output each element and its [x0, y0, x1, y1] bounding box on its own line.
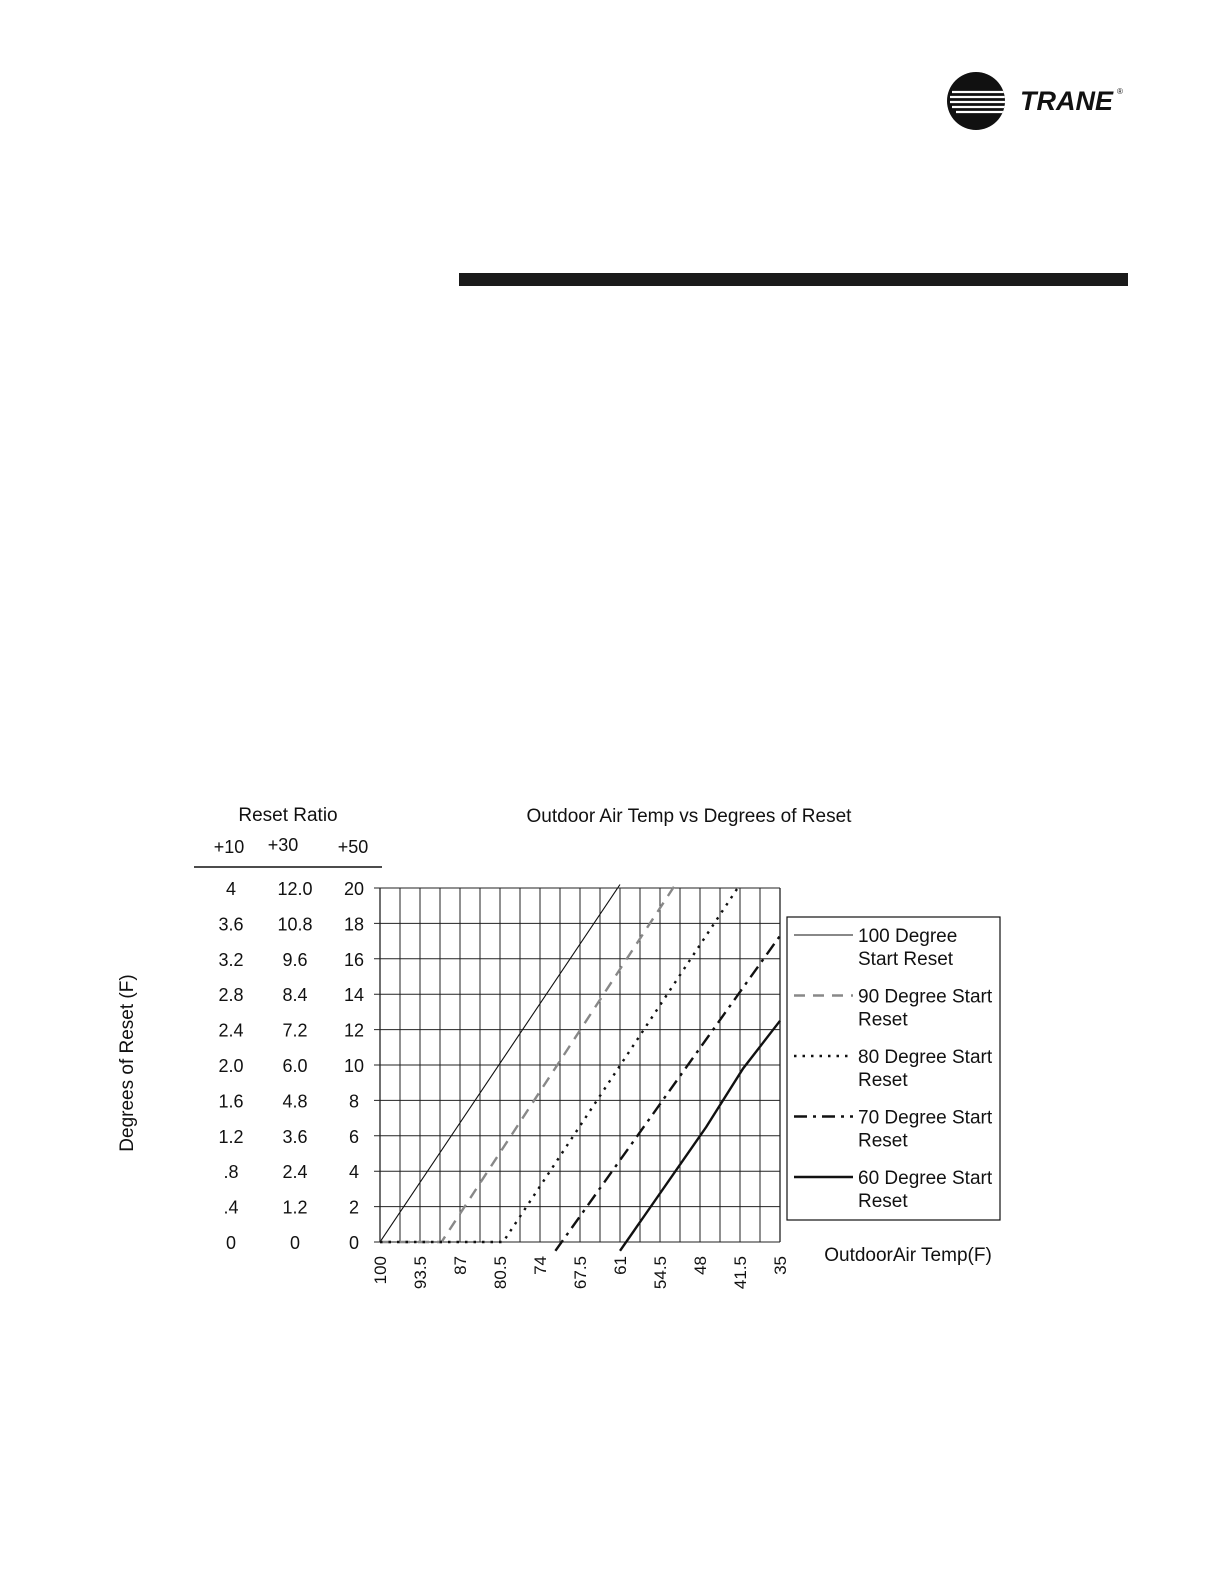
- y-tick-label: 12: [343, 1020, 365, 1041]
- legend-label: 70 Degree Start: [858, 1107, 993, 1129]
- reset-ratio-value: 3.6: [218, 914, 244, 935]
- legend-label: 80 Degree Start: [858, 1047, 993, 1068]
- x-tick-label: 87: [451, 1256, 470, 1275]
- y-axis-label: Degrees of Reset (F): [117, 974, 138, 1152]
- chart-title: Outdoor Air Temp vs Degrees of Reset: [526, 806, 852, 827]
- series-line: [380, 885, 675, 1243]
- legend: [787, 917, 1000, 1220]
- reset-ratio-value: 2.4: [282, 1162, 308, 1183]
- reset-ratio-header-50: +50: [337, 837, 369, 857]
- series-line: [555, 936, 780, 1251]
- reset-ratio-value: 3.6: [282, 1126, 308, 1147]
- y-tick-label: 4: [348, 1162, 360, 1183]
- x-tick-label: 41.5: [731, 1256, 750, 1290]
- legend-label: 100 Degree: [858, 926, 958, 947]
- legend-label: Reset: [858, 1009, 908, 1031]
- reset-ratio-value: 0: [225, 1233, 237, 1253]
- x-tick-label: 100: [371, 1256, 390, 1285]
- y-tick-label: 16: [343, 949, 365, 970]
- grid: [374, 888, 780, 1242]
- reset-ratio-value: 9.6: [282, 949, 308, 970]
- reset-ratio-value: 4.8: [282, 1091, 308, 1112]
- reset-ratio-header-30: +30: [267, 835, 299, 855]
- x-tick-label: 35: [771, 1256, 790, 1275]
- reset-ratio-value: 0: [289, 1233, 301, 1253]
- legend-label: Reset: [858, 1191, 908, 1212]
- x-axis-label: OutdoorAir Temp(F): [824, 1245, 992, 1266]
- y-tick-label: 20: [343, 879, 365, 899]
- reset-ratio-value: 1.2: [282, 1197, 308, 1218]
- reset-ratio-header-10: +10: [213, 837, 245, 857]
- y-tick-label: 2: [348, 1197, 360, 1218]
- y-tick-label: 6: [348, 1126, 360, 1147]
- x-tick-label: 67.5: [571, 1256, 590, 1290]
- legend-label: 90 Degree Start: [858, 986, 993, 1008]
- y-tick-labels: [344, 879, 364, 1253]
- x-tick-label: 48: [691, 1256, 710, 1275]
- y-tick-label: 10: [343, 1056, 365, 1076]
- y-tick-label: 18: [343, 914, 365, 935]
- x-tick-labels: [371, 1256, 790, 1289]
- legend-label: Reset: [858, 1070, 908, 1091]
- reset-ratio-value: 2.0: [218, 1056, 244, 1076]
- legend-label: Reset: [858, 1130, 908, 1152]
- reset-ratio-value: 7.2: [282, 1020, 308, 1041]
- trane-wordmark: TRANE: [1020, 86, 1113, 116]
- reset-ratio-value: 1.2: [218, 1126, 244, 1147]
- legend-label: Start Reset: [858, 949, 954, 970]
- reset-ratio-value: 1.6: [218, 1091, 244, 1112]
- reset-ratio-value: 3.2: [218, 949, 244, 970]
- reset-ratio-value: .4: [223, 1197, 239, 1218]
- reset-ratio-value: 2.8: [218, 985, 244, 1006]
- x-tick-label: 74: [531, 1256, 550, 1275]
- y-tick-label: 0: [348, 1233, 360, 1253]
- reset-ratio-value: .8: [223, 1162, 239, 1183]
- y-tick-label: 14: [343, 985, 365, 1006]
- x-tick-label: 93.5: [411, 1256, 430, 1290]
- legend-label: 60 Degree Start: [858, 1168, 993, 1189]
- y-tick-label: 8: [348, 1091, 360, 1112]
- reset-ratio-value: 6.0: [282, 1056, 308, 1076]
- x-tick-label: 54.5: [651, 1256, 670, 1290]
- reset-ratio-value: 2.4: [218, 1020, 244, 1041]
- reset-ratio-title: Reset Ratio: [238, 805, 338, 826]
- reset-ratio-columns: [218, 879, 312, 1253]
- reset-ratio-value: 4: [225, 879, 237, 899]
- x-tick-label: 61: [611, 1256, 630, 1275]
- x-tick-label: 80.5: [491, 1256, 510, 1290]
- reset-ratio-value: 12.0: [277, 879, 313, 899]
- reset-ratio-value: 10.8: [277, 914, 313, 935]
- reset-ratio-value: 8.4: [282, 985, 308, 1006]
- registered-mark: ®: [1117, 87, 1123, 96]
